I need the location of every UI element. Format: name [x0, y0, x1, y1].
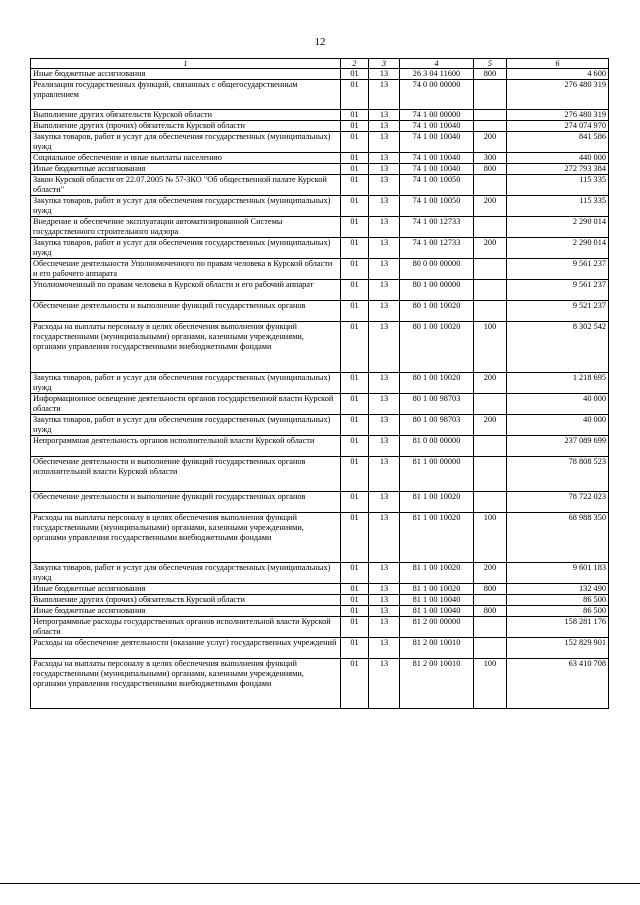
row-name: Иные бюджетные ассигнования	[31, 606, 341, 617]
table-body	[31, 69, 609, 709]
row-target-code: 81 2 00 00000	[400, 617, 474, 638]
table-row	[31, 121, 609, 132]
row-code-2: 01	[341, 584, 369, 595]
row-code-3: 13	[369, 563, 400, 584]
row-code-2: 01	[341, 617, 369, 638]
row-expense-type	[474, 80, 507, 110]
row-target-code: 81 1 00 10040	[400, 595, 474, 606]
row-name: Уполномоченный по правам человека в Курской области и его рабочий аппарат	[31, 280, 341, 301]
row-name: Закупка товаров, работ и услуг для обеспечения государственных (муниципальных) нужд	[31, 415, 341, 436]
row-code-3: 13	[369, 164, 400, 175]
row-expense-type	[474, 492, 507, 513]
row-name: Реализация государственных функций, связанных с общегосударственным управлением	[31, 80, 341, 110]
row-code-2: 01	[341, 373, 369, 394]
row-expense-type: 100	[474, 322, 507, 373]
row-name: Обеспечение деятельности и выполнение функций государственных органов исполнительной власти Курской области	[31, 457, 341, 492]
row-code-2: 01	[341, 659, 369, 709]
row-amount: 68 988 350	[507, 513, 609, 563]
row-code-3: 13	[369, 617, 400, 638]
row-name: Иные бюджетные ассигнования	[31, 164, 341, 175]
row-expense-type: 200	[474, 196, 507, 217]
row-code-3: 13	[369, 121, 400, 132]
row-expense-type: 100	[474, 513, 507, 563]
row-target-code: 81 1 00 10020	[400, 584, 474, 595]
table-row	[31, 259, 609, 280]
table-row	[31, 638, 609, 659]
row-amount: 237 089 699	[507, 436, 609, 457]
row-code-3: 13	[369, 595, 400, 606]
row-amount: 115 335	[507, 196, 609, 217]
row-expense-type	[474, 121, 507, 132]
row-name: Расходы на выплаты персоналу в целях обеспечения выполнения функций государственными (муниципальными) органами, казенными учреждениями, органами управления государственными внебюджетными фондами	[31, 322, 341, 373]
header-col-6: 6	[507, 59, 609, 69]
row-code-2: 01	[341, 606, 369, 617]
row-target-code: 80 1 00 10020	[400, 301, 474, 322]
row-target-code: 80 1 00 10020	[400, 322, 474, 373]
row-expense-type	[474, 217, 507, 238]
table-row	[31, 415, 609, 436]
row-code-2: 01	[341, 492, 369, 513]
row-code-3: 13	[369, 217, 400, 238]
table-row	[31, 280, 609, 301]
row-code-2: 01	[341, 80, 369, 110]
row-name: Обеспечение деятельности Уполномоченного по правам человека в Курской области и его рабочего аппарата	[31, 259, 341, 280]
row-name: Расходы на обеспечение деятельности (оказание услуг) государственных учреждений	[31, 638, 341, 659]
table-row	[31, 217, 609, 238]
table-row	[31, 175, 609, 196]
row-target-code: 74 1 00 10050	[400, 196, 474, 217]
row-code-2: 01	[341, 301, 369, 322]
row-expense-type: 200	[474, 373, 507, 394]
row-code-3: 13	[369, 492, 400, 513]
row-name: Непрограммная деятельность органов исполнительной власти Курской области	[31, 436, 341, 457]
row-amount: 276 480 319	[507, 80, 609, 110]
row-name: Непрограммные расходы государственных органов исполнительной власти Курской области	[31, 617, 341, 638]
row-amount: 440 000	[507, 153, 609, 164]
row-name: Иные бюджетные ассигнования	[31, 584, 341, 595]
row-target-code: 74 1 00 10050	[400, 175, 474, 196]
row-code-2: 01	[341, 238, 369, 259]
table-row	[31, 322, 609, 373]
row-amount: 9 561 237	[507, 259, 609, 280]
row-amount: 78 808 523	[507, 457, 609, 492]
row-target-code: 74 1 00 10040	[400, 121, 474, 132]
row-code-2: 01	[341, 638, 369, 659]
row-code-3: 13	[369, 373, 400, 394]
row-amount: 9 601 183	[507, 563, 609, 584]
row-name: Иные бюджетные ассигнования	[31, 69, 341, 80]
row-name: Закон Курской области от 22.07.2005 № 57-ЗКО "Об общественной палате Курской области"	[31, 175, 341, 196]
table-row	[31, 513, 609, 563]
row-code-2: 01	[341, 394, 369, 415]
row-code-2: 01	[341, 121, 369, 132]
row-expense-type: 200	[474, 563, 507, 584]
row-target-code: 80 1 00 00000	[400, 280, 474, 301]
table-row	[31, 373, 609, 394]
table-row	[31, 595, 609, 606]
row-amount: 272 793 384	[507, 164, 609, 175]
row-code-2: 01	[341, 436, 369, 457]
header-col-1: 1	[31, 59, 341, 69]
row-expense-type	[474, 394, 507, 415]
table-row	[31, 80, 609, 110]
row-expense-type	[474, 595, 507, 606]
row-amount: 9 521 237	[507, 301, 609, 322]
row-amount: 78 722 023	[507, 492, 609, 513]
row-target-code: 81 1 00 10020	[400, 513, 474, 563]
header-col-4: 4	[400, 59, 474, 69]
row-expense-type: 800	[474, 164, 507, 175]
row-code-2: 01	[341, 196, 369, 217]
header-col-2: 2	[341, 59, 369, 69]
row-name: Закупка товаров, работ и услуг для обеспечения государственных (муниципальных) нужд	[31, 563, 341, 584]
row-code-3: 13	[369, 638, 400, 659]
row-amount: 40 000	[507, 415, 609, 436]
page-number: 12	[314, 36, 326, 48]
table-row	[31, 110, 609, 121]
table-row	[31, 238, 609, 259]
row-code-3: 13	[369, 259, 400, 280]
table-row	[31, 153, 609, 164]
row-target-code: 80 1 00 10020	[400, 373, 474, 394]
row-expense-type	[474, 617, 507, 638]
row-expense-type: 200	[474, 238, 507, 259]
row-target-code: 80 1 00 98703	[400, 394, 474, 415]
row-name: Закупка товаров, работ и услуг для обеспечения государственных (муниципальных) нужд	[31, 132, 341, 153]
row-expense-type: 800	[474, 606, 507, 617]
budget-table	[30, 58, 609, 709]
row-amount: 158 281 176	[507, 617, 609, 638]
row-name: Расходы на выплаты персоналу в целях обеспечения выполнения функций государственными (муниципальными) органами, казенными учреждениями, органами управления государственными внебюджетными фондами	[31, 513, 341, 563]
row-target-code: 74 1 00 00000	[400, 110, 474, 121]
row-code-2: 01	[341, 259, 369, 280]
row-code-3: 13	[369, 153, 400, 164]
row-name: Выполнение других обязательств Курской области	[31, 110, 341, 121]
row-target-code: 74 0 00 00000	[400, 80, 474, 110]
table-row	[31, 436, 609, 457]
row-expense-type: 200	[474, 132, 507, 153]
row-amount: 152 829 901	[507, 638, 609, 659]
row-amount: 2 290 014	[507, 238, 609, 259]
row-code-2: 01	[341, 132, 369, 153]
row-code-2: 01	[341, 217, 369, 238]
row-code-2: 01	[341, 164, 369, 175]
header-col-3: 3	[369, 59, 400, 69]
row-name: Выполнение других (прочих) обязательств Курской области	[31, 121, 341, 132]
row-expense-type: 300	[474, 153, 507, 164]
row-code-3: 13	[369, 110, 400, 121]
row-target-code: 81 0 00 00000	[400, 436, 474, 457]
table-row	[31, 617, 609, 638]
row-target-code: 74 1 00 10040	[400, 153, 474, 164]
row-target-code: 81 1 00 10020	[400, 563, 474, 584]
row-amount: 86 500	[507, 606, 609, 617]
row-name: Обеспечение деятельности и выполнение функций государственных органов	[31, 301, 341, 322]
row-name: Выполнение других (прочих) обязательств Курской области	[31, 595, 341, 606]
row-expense-type	[474, 457, 507, 492]
row-code-3: 13	[369, 415, 400, 436]
row-code-3: 13	[369, 394, 400, 415]
row-code-2: 01	[341, 175, 369, 196]
table-row	[31, 164, 609, 175]
row-amount: 63 410 708	[507, 659, 609, 709]
table-row	[31, 563, 609, 584]
table-row	[31, 584, 609, 595]
row-code-3: 13	[369, 584, 400, 595]
table-row	[31, 659, 609, 709]
row-target-code: 81 1 00 10040	[400, 606, 474, 617]
bottom-divider	[0, 883, 640, 884]
row-name: Социальное обеспечение и иные выплаты населению	[31, 153, 341, 164]
row-amount: 132 490	[507, 584, 609, 595]
table-row	[31, 492, 609, 513]
table-row	[31, 301, 609, 322]
row-amount: 274 074 970	[507, 121, 609, 132]
row-amount: 276 480 319	[507, 110, 609, 121]
row-code-2: 01	[341, 153, 369, 164]
row-amount: 8 302 542	[507, 322, 609, 373]
row-expense-type	[474, 638, 507, 659]
row-expense-type: 800	[474, 584, 507, 595]
row-amount: 115 335	[507, 175, 609, 196]
table-row	[31, 394, 609, 415]
row-amount: 40 000	[507, 394, 609, 415]
row-code-2: 01	[341, 280, 369, 301]
table-row	[31, 606, 609, 617]
row-expense-type	[474, 301, 507, 322]
row-target-code: 26 3 04 11600	[400, 69, 474, 80]
row-amount: 86 500	[507, 595, 609, 606]
row-code-3: 13	[369, 80, 400, 110]
header-row	[31, 59, 609, 69]
row-code-2: 01	[341, 322, 369, 373]
row-target-code: 81 2 00 10010	[400, 638, 474, 659]
row-code-2: 01	[341, 595, 369, 606]
row-name: Закупка товаров, работ и услуг для обеспечения государственных (муниципальных) нужд	[31, 238, 341, 259]
row-amount: 2 290 014	[507, 217, 609, 238]
row-target-code: 74 1 00 10040	[400, 132, 474, 153]
row-expense-type	[474, 436, 507, 457]
row-expense-type	[474, 175, 507, 196]
row-expense-type: 100	[474, 659, 507, 709]
row-name: Закупка товаров, работ и услуг для обеспечения государственных (муниципальных) нужд	[31, 196, 341, 217]
row-code-3: 13	[369, 238, 400, 259]
row-code-3: 13	[369, 301, 400, 322]
row-expense-type	[474, 259, 507, 280]
row-amount: 4 600	[507, 69, 609, 80]
row-code-2: 01	[341, 69, 369, 80]
table-row	[31, 132, 609, 153]
row-amount: 1 218 695	[507, 373, 609, 394]
row-target-code: 80 1 00 98703	[400, 415, 474, 436]
row-target-code: 74 1 00 10040	[400, 164, 474, 175]
row-code-2: 01	[341, 110, 369, 121]
header-col-5: 5	[474, 59, 507, 69]
row-code-2: 01	[341, 457, 369, 492]
row-target-code: 81 1 00 00000	[400, 457, 474, 492]
row-expense-type	[474, 280, 507, 301]
row-name: Обеспечение деятельности и выполнение функций государственных органов	[31, 492, 341, 513]
row-target-code: 81 2 00 10010	[400, 659, 474, 709]
row-target-code: 74 1 00 12733	[400, 217, 474, 238]
row-code-3: 13	[369, 436, 400, 457]
row-name: Информационное освещение деятельности органов государственной власти Курской области	[31, 394, 341, 415]
row-amount: 9 561 237	[507, 280, 609, 301]
table-row	[31, 69, 609, 80]
row-target-code: 80 0 00 00000	[400, 259, 474, 280]
row-code-3: 13	[369, 196, 400, 217]
row-code-3: 13	[369, 132, 400, 153]
row-code-3: 13	[369, 69, 400, 80]
row-target-code: 81 1 00 10020	[400, 492, 474, 513]
row-amount: 841 586	[507, 132, 609, 153]
row-name: Внедрение и обеспечение эксплуатации автоматизированной Системы государственного строительного надзора	[31, 217, 341, 238]
row-name: Закупка товаров, работ и услуг для обеспечения государственных (муниципальных) нужд	[31, 373, 341, 394]
row-expense-type: 200	[474, 415, 507, 436]
row-code-2: 01	[341, 415, 369, 436]
row-code-2: 01	[341, 513, 369, 563]
row-code-3: 13	[369, 606, 400, 617]
row-code-3: 13	[369, 457, 400, 492]
row-code-2: 01	[341, 563, 369, 584]
table-row	[31, 196, 609, 217]
row-expense-type	[474, 110, 507, 121]
table-row	[31, 457, 609, 492]
row-code-3: 13	[369, 175, 400, 196]
row-code-3: 13	[369, 513, 400, 563]
row-name: Расходы на выплаты персоналу в целях обеспечения выполнения функций государственными (муниципальными) органами, казенными учреждениями, органами управления государственными внебюджетными фондами	[31, 659, 341, 709]
row-target-code: 74 1 00 12733	[400, 238, 474, 259]
row-code-3: 13	[369, 659, 400, 709]
row-code-3: 13	[369, 322, 400, 373]
row-code-3: 13	[369, 280, 400, 301]
row-expense-type: 800	[474, 69, 507, 80]
